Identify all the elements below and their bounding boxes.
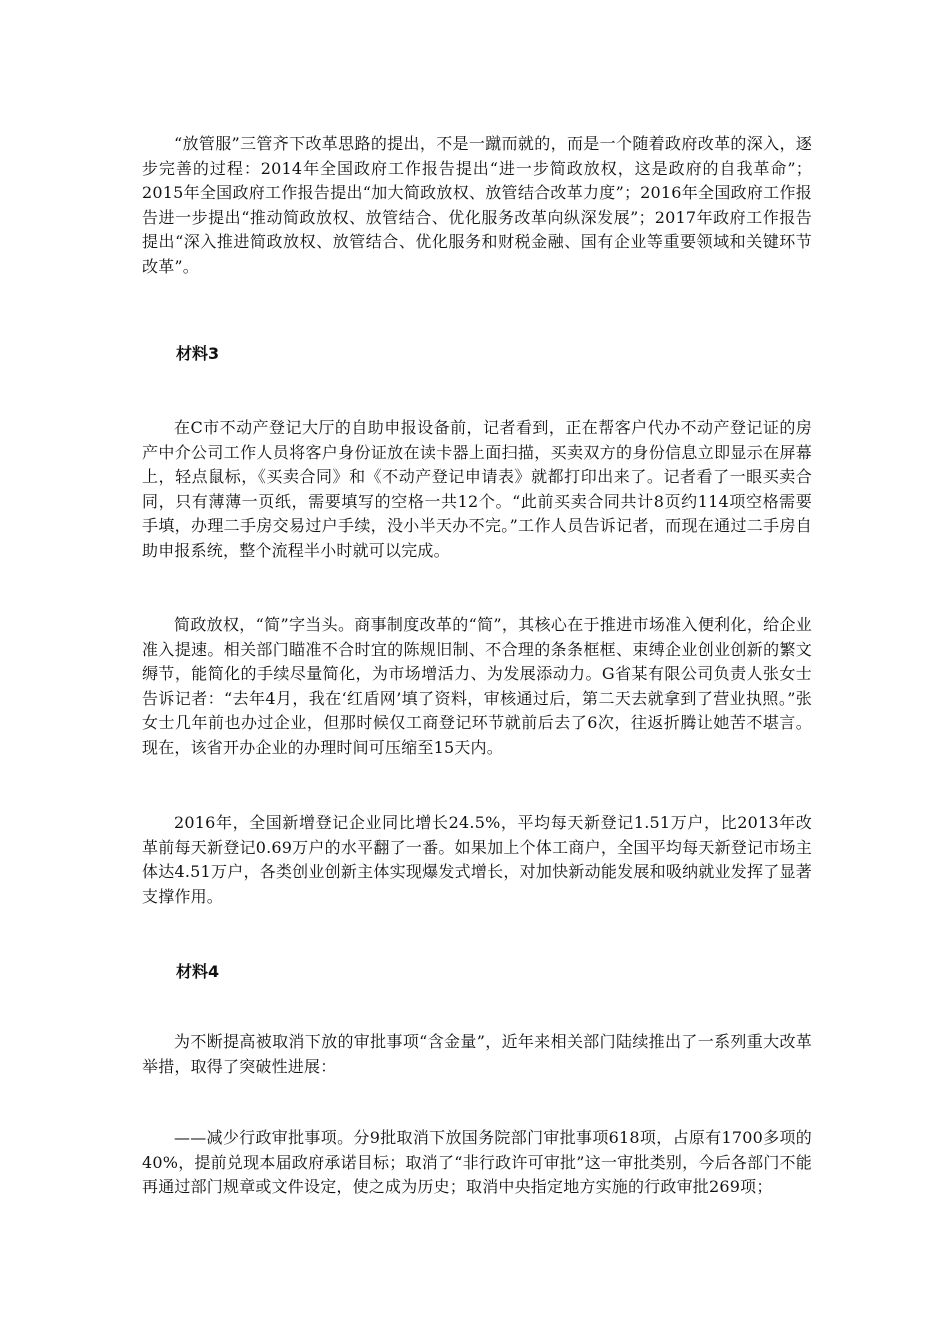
paragraph-fangguanfu: “放管服”三管齐下改革思路的提出，不是一蹴而就的，而是一个随着政府改革的深入，逐步完善的过程：2014年全国政府工作报告提出“进一步简政放权，这是政府的自我革命”；2015年全国政府工作报告提出“加大简政放权、放管结合改革力度”；2016年全国政府工作报告进一步提出“推动简政放权、放管结合、优化服务改革向纵深发展”；2017年政府工作报告提出“深入推进简政放权、放管结合、优化服务和财税金融、国有企业等重要领域和关键环节改革”。 <box>142 134 812 276</box>
paragraph-simplify-administration: 简政放权，“简”字当头。商事制度改革的“简”，其核心在于推进市场准入便利化，给企业准入提速。相关部门瞄准不合时宜的陈规旧制、不合理的条条框框、束缚企业创业创新的繁文缛节，能简化的手续尽量简化，为市场增活力、为发展添动力。G省某有限公司负责人张女士告诉记者：“去年4月，我在‘红盾网’填了资料，审核通过后，第二天去就拿到了营业执照。”张女士几年前也办过企业，但那时候仅工商登记环节就前后去了6次，往返折腾让她苦不堪言。现在，该省开办企业的办理时间可压缩至15天内。 <box>142 615 812 757</box>
paragraph-2016-statistics: 2016年，全国新增登记企业同比增长24.5%，平均每天新登记1.51万户，比2013年改革前每天新登记0.69万户的水平翻了一番。如果加上个体工商户，全国平均每天新登记市场主体达4.51万户，各类创业创新主体实现爆发式增长，对加快新动能发展和吸纳就业发挥了显著支撑作用。 <box>142 813 812 906</box>
section-heading-material-4: 材料4 <box>176 962 220 981</box>
paragraph-reform-measures: 为不断提高被取消下放的审批事项“含金量”，近年来相关部门陆续推出了一系列重大改革举措，取得了突破性进展： <box>142 1032 812 1076</box>
paragraph-reduce-approvals: ——减少行政审批事项。分9批取消下放国务院部门审批事项618项，占原有1700多项的40%，提前兑现本届政府承诺目标；取消了“非行政许可审批”这一审批类别，今后各部门不能再通过部门规章或文件设定，使之成为历史；取消中央指定地方实施的行政审批269项； <box>142 1128 812 1196</box>
paragraph-property-registration: 在C市不动产登记大厅的自助申报设备前，记者看到，正在帮客户代办不动产登记证的房产中介公司工作人员将客户身份证放在读卡器上面扫描，买卖双方的身份信息立即显示在屏幕上，轻点鼠标，《买卖合同》和《不动产登记申请表》就都打印出来了。记者看了一眼买卖合同，只有薄薄一页纸，需要填写的空格一共12个。“此前买卖合同共计8页约114项空格需要手填，办理二手房交易过户手续，没小半天办不完。”工作人员告诉记者，而现在通过二手房自助申报系统，整个流程半小时就可以完成。 <box>142 418 812 560</box>
section-heading-material-3: 材料3 <box>176 344 220 363</box>
